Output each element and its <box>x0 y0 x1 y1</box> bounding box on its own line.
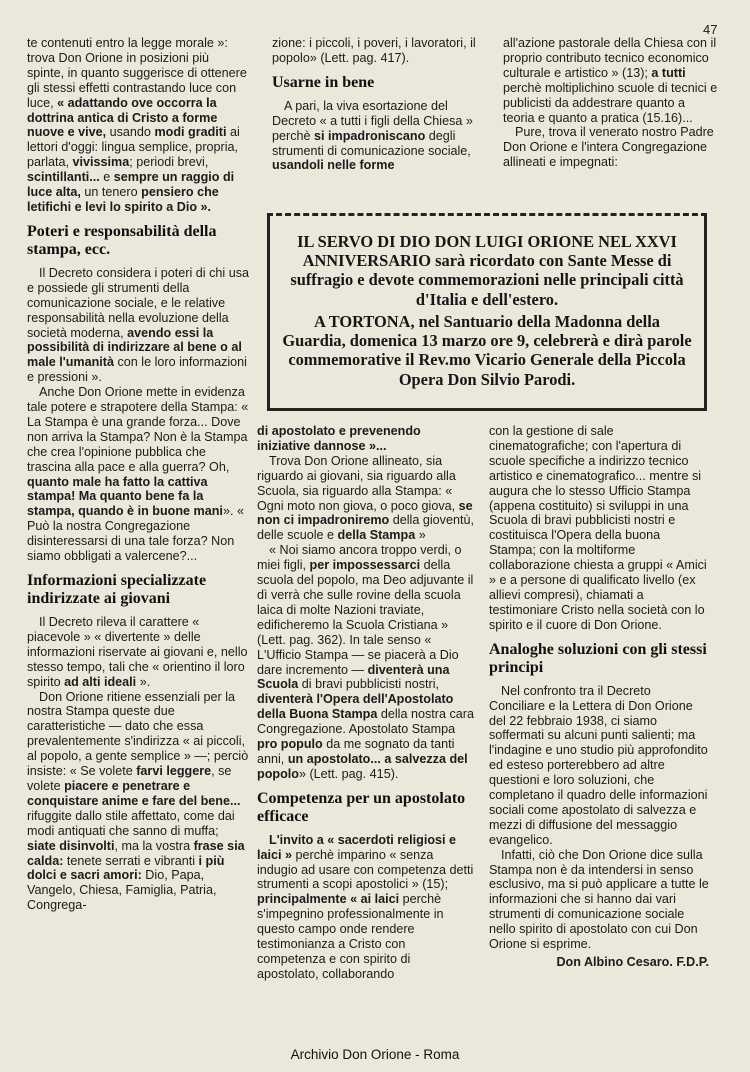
paragraph: Infatti, ciò che Don Orione dice sulla Stampa non è da intendersi in senso esclusivo, ma si può applicare a tutte le informazioni che si hanno dai vari strumenti di comunicazione sociale nello spirito di apostolato con cui Don Orione si esprime. <box>489 847 709 952</box>
page-number: 47 <box>703 22 718 37</box>
author-signature: Don Albino Cesaro. F.D.P. <box>556 955 709 969</box>
paragraph: Don Orione ritiene essenziali per la nostra Stampa queste due caratteristiche — dato che essa prevalentemente s'indirizza « ai piccoli, al popolo, a gente semplice » —; perciò insiste: « Se volete farvi leggere, se volete piacere e penetrare e conquistare anime e fare del bene... rifuggite dallo stile affettato, come dai modi antiquati che sanno di muffa; siate disinvolti, ma la vostra frase sia calda: tenete serrati e vibranti i più dolci e sacri amori: Dio, Papa, Vangelo, Chiesa, Famiglia, Patria, Congrega- <box>27 689 249 913</box>
paragraph: con la gestione di sale cinematografiche; con l'apertura di scuole specifiche a indirizzo tecnico artistico e cinematografico... mentre si augura che lo stesso Ufficio Stampa (appena costituito) si sviluppi in una Scuola di bravi pubblicisti nostri e costituisca l'Opera della buona Stampa; con la moltiforme collaborazione chiesta a gruppi « Amici » e a persone di qualificato livello (ex allievi compresi), chiamati a testimoniare Cristo nella società con lo spirito e il cuore di Don Orione. <box>489 424 707 632</box>
paragraph: « Noi siamo ancora troppo verdi, o miei figli, per impossessarci della scuola del popolo, ma Deo adjuvante il dì verrà che sulle rovine della scuola laica di molte Nazioni traviate, edificheremo la Scuola Cristiana » (Lett. pag. 362). In tale senso « L'Ufficio Stampa — se piacerà a Dio dare incremento — diventerà una Scuola di bravi pubblicisti nostri, diventerà l'Opera dell'Apostolato della Buona Stampa della nostra cara Congregazione. Apostolato Stampa pro populo da me sognato da tanti anni, un apostolato... a salvezza del popolo» (Lett. pag. 415). <box>257 543 474 781</box>
paragraph: Il Decreto considera i poteri di chi usa e possiede gli strumenti della comunicazione sociale, e le relative responsabilità nella evoluzione della società moderna, avendo essi la possibilità di indirizzare al bene o al male l'umanità con le loro informazioni e pressioni ». <box>27 265 249 385</box>
paragraph: Il Decreto rileva il carattere « piacevole » « divertente » delle informazioni riservate ai giovani e, nello stesso tempo, tali che « orientino il loro spirito ad alti ideali ». <box>27 615 248 689</box>
column-3-bottom <box>489 424 709 970</box>
column-2-bottom <box>257 424 475 982</box>
section-heading: Analoghe soluzioni con gli stessi principi <box>489 640 707 676</box>
paragraph: Anche Don Orione mette in evidenza tale potere e strapotere della Stampa: « La Stampa è una grande forza... Dove non arriva la Stampa? Non è la Stampa che crea l'opinione pubblica che trascina alla pace e alla guerra? Oh, quanto male ha fatto la cattiva stampa! Ma quanto bene fa la stampa, quando è in buone mani». « Può la nostra Congregazione disinteressarsi di una tale forza? Non siamo obbligati a valercene?... <box>27 385 249 564</box>
paragraph: Nel confronto tra il Decreto Conciliare e la Lettera di Don Orione del 22 febbraio 1938, ci siamo soffermati su alcuni punti salienti; ma l'indagine e uno studio più approfondito ed esteso porterebbero ad altre questioni e loro soluzioni, che completano il quadro delle informazioni sociali come apostolato di salvezza e mezzi di diffusione del messaggio evangelico. <box>489 683 708 847</box>
paragraph: di apostolato e prevenendo iniziative dannose »... <box>257 424 421 453</box>
paragraph: A pari, la viva esortazione del Decreto « a tutti i figli della Chiesa » perchè si impadroniscano degli strumenti di comunicazione sociale, usandoli nelle forme <box>272 98 473 173</box>
paragraph: te contenuti entro la legge morale »: trova Don Orione in posizioni più spinte, in quanto suggerisce di ottenere gli stessi effetti contrastando luce con luce, « adattando ove occorra la dottrina antica di Cristo a forme nuove e vive, usando modi graditi ai lettori d'oggi: lingua semplice, propria, parlata, vivissima; periodi brevi, scintillanti... e sempre un raggio di luce alta, un tenero pensiero che letifichi e levi lo spirito a Dio ». <box>27 36 247 214</box>
paragraph: zione: i piccoli, i poveri, i lavoratori, il popolo» (Lett. pag. 417). <box>272 36 476 65</box>
paragraph: all'azione pastorale della Chiesa con il proprio contributo tecnico economico culturale e artistico » (13); a tutti perchè moltiplichino scuole di tecnici e publicisti da addestrare quanto a teoria e quanto a pratica (15.16)... <box>503 36 718 125</box>
column-1 <box>27 36 249 913</box>
section-heading: Competenza per un apostolato efficace <box>257 789 466 825</box>
section-heading: Poteri e responsabilità della stampa, ecc. <box>27 222 217 258</box>
column-3-top <box>503 36 718 170</box>
paragraph: L'invito a « sacerdoti religiosi e laici » perchè imparino « senza indugio ad usare con competenza detti strumenti a scopi apostolici » (15); principalmente « ai laici perchè s'impegnino professionalmente in questo campo onde rendere testimonianza a Cristo con competenza e con spirito di apostolato, collaborando <box>257 832 474 981</box>
section-heading: Usarne in bene <box>272 73 375 91</box>
announcement-box <box>267 213 707 411</box>
announcement-text: IL SERVO DI DIO DON LUIGI ORIONE NEL XXVI ANNIVERSARIO sarà ricordato con Sante Messe di suffragio e devote commemorazioni nelle principali città d'Italia e dell'estero. <box>290 232 684 309</box>
column-2-top <box>272 36 485 173</box>
paragraph: Trova Don Orione allineato, sia riguardo ai giovani, sia riguardo alla Scuola, sia riguardo alla Stampa: « Ogni moto non giova, o poco giova, se non ci impadroniremo della gioventù, delle scuole e della Stampa » <box>257 453 474 543</box>
paragraph: Pure, trova il venerato nostro Padre Don Orione e l'intera Congregazione allineati e impegnati: <box>503 125 714 170</box>
section-heading: Informazioni specializzate indirizzate ai giovani <box>27 572 207 607</box>
archive-footer: Archivio Don Orione - Roma <box>290 1047 460 1062</box>
announcement-text: A TORTONA, nel Santuario della Madonna della Guardia, domenica 13 marzo ore 9, celebrerà e dirà parole commemorative il Rev.mo Vicario Generale della Piccola Opera Don Silvio Parodi. <box>282 312 692 389</box>
